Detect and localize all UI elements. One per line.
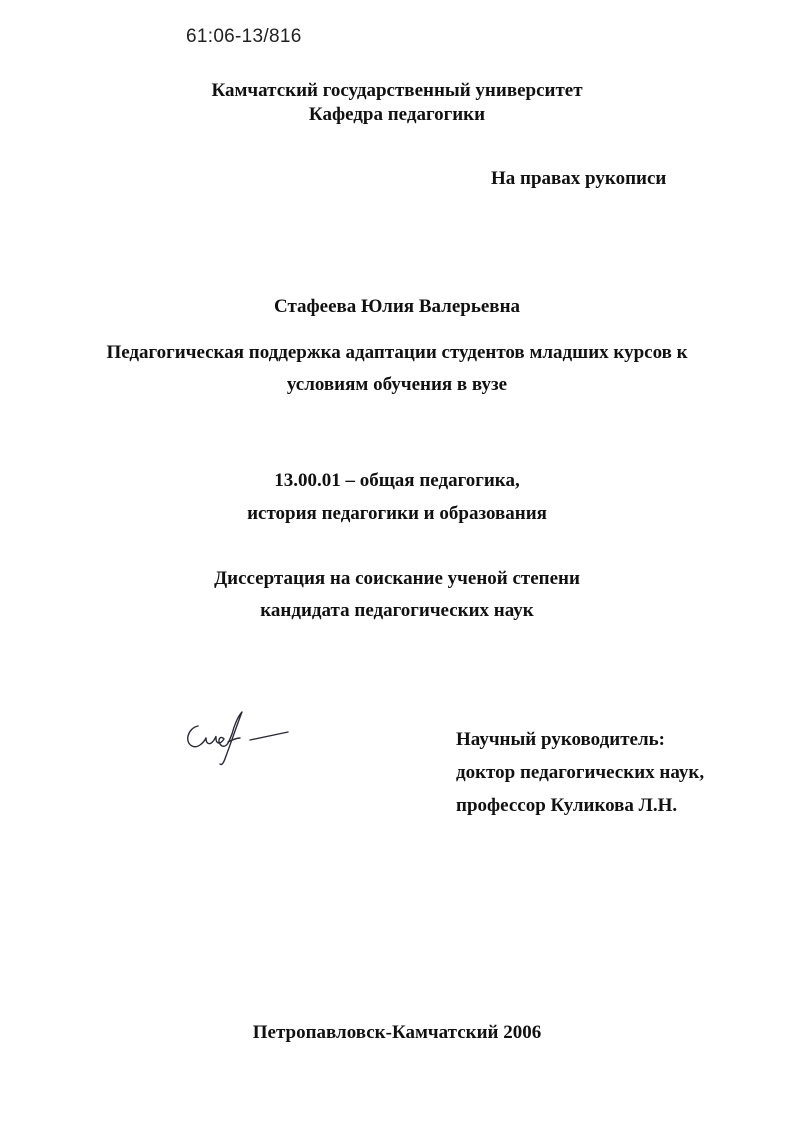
degree-line-2: кандидата педагогических наук <box>260 600 534 621</box>
dissertation-title-line-1: Педагогическая поддержка адаптации студентов младших курсов к <box>106 342 688 363</box>
department-name: Кафедра педагогики <box>308 104 486 125</box>
supervisor-name: профессор Куликова Л.Н. <box>456 795 678 816</box>
supervisor-degree: доктор педагогических наук, <box>456 762 705 783</box>
university-name: Камчатский государственный университет <box>211 80 583 101</box>
city-year: Петропавловск-Камчатский 2006 <box>252 1022 542 1043</box>
handwritten-signature-icon <box>180 708 300 766</box>
catalog-number: 61:06-13/816 <box>186 26 302 47</box>
specialty-line-1: 13.00.01 – общая педагогика, <box>274 470 520 491</box>
specialty-line-2: история педагогики и образования <box>247 503 547 524</box>
manuscript-note: На правах рукописи <box>491 168 667 189</box>
author-name: Стафеева Юлия Валерьевна <box>273 296 521 317</box>
dissertation-title-line-2: условиям обучения в вузе <box>286 374 508 395</box>
degree-line-1: Диссертация на соискание ученой степени <box>214 568 580 589</box>
supervisor-label: Научный руководитель: <box>456 729 665 750</box>
